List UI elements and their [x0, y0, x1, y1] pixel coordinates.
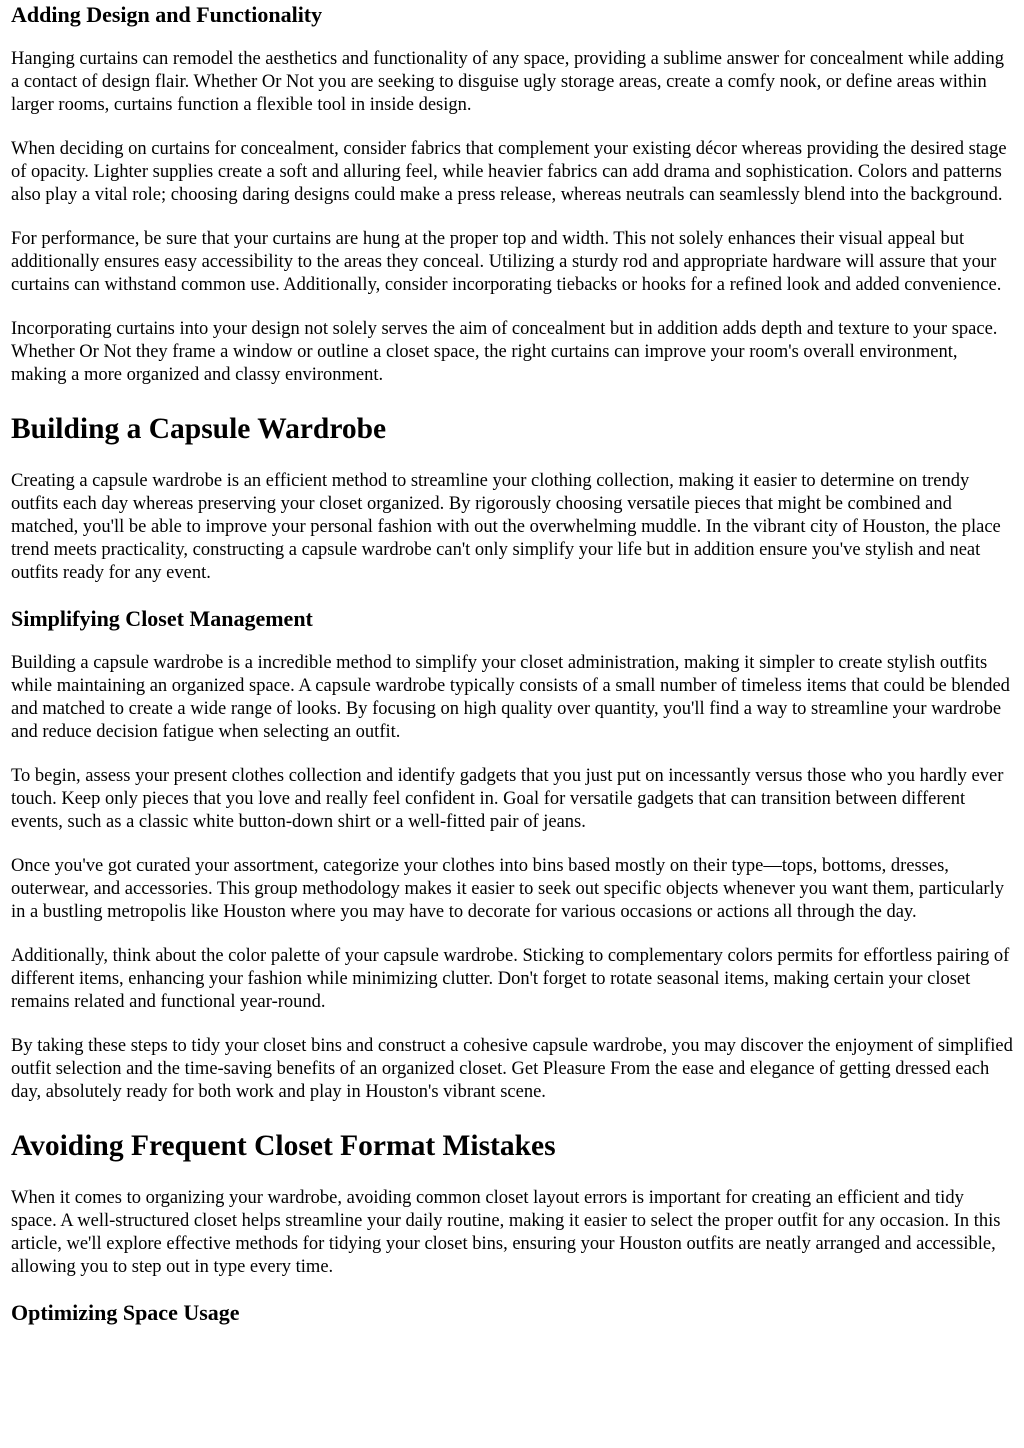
paragraph: By taking these steps to tidy your closet bins and construct a cohesive capsule wardrobe, you may discover the enjoyment of simplified outfit selection and the time-saving benefits of an organized closet. Get Pleasure From the ease and elegance of getting dressed each day, absolutely ready for both work and play in Houston's vibrant scene. [11, 1036, 1013, 1102]
paragraph: For performance, be sure that your curtains are hung at the proper top and width. This not solely enhances their visual appeal but additionally ensures easy accessibility to the areas they conceal. Utilizing a sturdy rod and appropriate hardware will assure that your curtains can withstand common use. Additionally, consider incorporating tiebacks or hooks for a refined look and added convenience. [11, 229, 1002, 295]
paragraph: When it comes to organizing your wardrobe, avoiding common closet layout errors is important for creating an efficient and tidy space. A well-structured closet helps streamline your daily routine, making it easier to select the proper outfit for any occasion. In this article, we'll explore effective methods for tidying your closet bins, ensuring your Houston outfits are neatly arranged and accessible, allowing you to step out in type every time. [11, 1188, 1001, 1277]
paragraph: Hanging curtains can remodel the aesthetics and functionality of any space, providing a sublime answer for concealment while adding a contact of design flair. Whether Or Not you are seeking to disguise ugly storage areas, create a comfy nook, or define areas within larger rooms, curtains function a flexible tool in inside design. [11, 49, 1005, 115]
paragraph: Once you've got curated your assortment, categorize your clothes into bins based mostly on their type—tops, bottoms, dresses, outerwear, and accessories. This group methodology makes it easier to seek out specific objects whenever you want them, particularly in a bustling metropolis like Houston where you may have to decorate for various occasions or actions all through the day. [11, 856, 1004, 922]
paragraph: Building a capsule wardrobe is a incredible method to simplify your closet administration, making it simpler to create stylish outfits while maintaining an organized space. A capsule wardrobe typically consists of a small number of timeless items that could be blended and matched to create a wide range of looks. By focusing on high quality over quantity, you'll find a way to streamline your wardrobe and reduce decision fatigue when selecting an outfit. [11, 653, 1010, 742]
section-heading-capsule-wardrobe: Building a Capsule Wardrobe [11, 413, 387, 445]
paragraph: To begin, assess your present clothes collection and identify gadgets that you just put on incessantly versus those who you hardly ever touch. Keep only pieces that you love and really feel confident in. Goal for versatile gadgets that can transition between different events, such as a classic white button-down shirt or a well-fitted pair of jeans. [11, 766, 1004, 832]
paragraph: Creating a capsule wardrobe is an efficient method to streamline your clothing collection, making it easier to determine on trendy outfits each day whereas preserving your closet organized. By rigorously choosing versatile pieces that might be combined and matched, you'll be able to improve your personal fashion with out the overwhelming muddle. In the vibrant city of Houston, the place trend meets practicality, constructing a capsule wardrobe can't only simplify your life but in addition ensure you've stylish and neat outfits ready for any event. [11, 471, 1001, 583]
paragraph: When deciding on curtains for concealment, consider fabrics that complement your existing décor whereas providing the desired stage of opacity. Lighter supplies create a soft and alluring feel, while heavier fabrics can add drama and sophistication. Colors and patterns also play a vital role; choosing daring designs could make a press release, whereas neutrals can seamlessly blend into the background. [11, 139, 1007, 205]
paragraph: Additionally, think about the color palette of your capsule wardrobe. Sticking to complementary colors permits for effortless pairing of different items, enhancing your fashion while minimizing clutter. Don't forget to rotate seasonal items, making certain your closet remains related and functional year-round. [11, 946, 1010, 1012]
section-heading-adding-design: Adding Design and Functionality [11, 2, 323, 27]
section-heading-optimizing-space: Optimizing Space Usage [11, 1300, 240, 1325]
section-heading-avoiding-mistakes: Avoiding Frequent Closet Format Mistakes [11, 1130, 556, 1162]
section-heading-simplifying-closet: Simplifying Closet Management [11, 606, 313, 631]
article-body [0, 2, 1024, 1326]
paragraph: Incorporating curtains into your design not solely serves the aim of concealment but in addition adds depth and texture to your space. Whether Or Not they frame a window or outline a closet space, the right curtains can improve your room's overall environment, making a more organized and classy environment. [11, 319, 998, 385]
